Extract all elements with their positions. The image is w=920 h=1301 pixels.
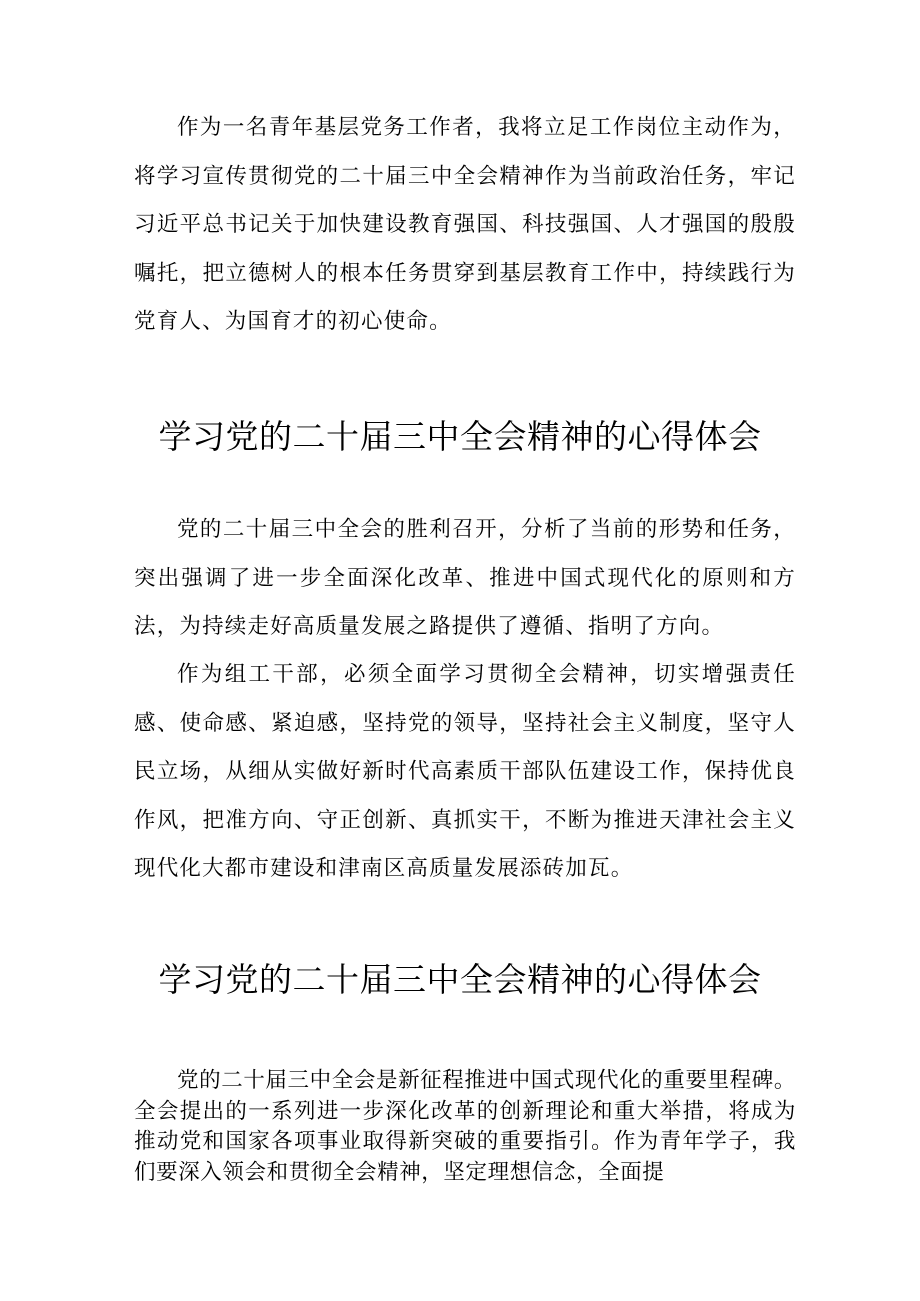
section3-paragraph-1: 党的二十届三中全会是新征程推进中国式现代化的重要里程碑。全会提出的一系列进一步深化改革的创新理论和重大举措，将成为推动党和国家各项事业取得新突破的重要指引。作为青年学子，我们要深入领会和贯彻全会精神，坚定理想信念，全面提	[134, 1068, 796, 1186]
section1-paragraph-1: 作为一名青年基层党务工作者，我将立足工作岗位主动作为，将学习宣传贯彻党的二十届三中全会精神作为当前政治任务，牢记习近平总书记关于加快建设教育强国、科技强国、人才强国的殷殷嘱托，把立德树人的根本任务贯穿到基层教育工作中，持续践行为党育人、为国育才的初心使命。	[134, 115, 796, 334]
section2-title: 学习党的二十届三中全会精神的心得体会	[158, 417, 762, 456]
section3-title: 学习党的二十届三中全会精神的心得体会	[158, 960, 762, 999]
section2-paragraph-1: 党的二十届三中全会的胜利召开，分析了当前的形势和任务，突出强调了进一步全面深化改革、推进中国式现代化的原则和方法，为持续走好高质量发展之路提供了遵循、指明了方向。	[134, 517, 796, 639]
section2-paragraph-2: 作为组工干部，必须全面学习贯彻全会精神，切实增强责任感、使命感、紧迫感，坚持党的领导，坚持社会主义制度，坚守人民立场，从细从实做好新时代高素质干部队伍建设工作，保持优良作风，把准方向、守正创新、真抓实干，不断为推进天津社会主义现代化大都市建设和津南区高质量发展添砖加瓦。	[134, 662, 796, 881]
